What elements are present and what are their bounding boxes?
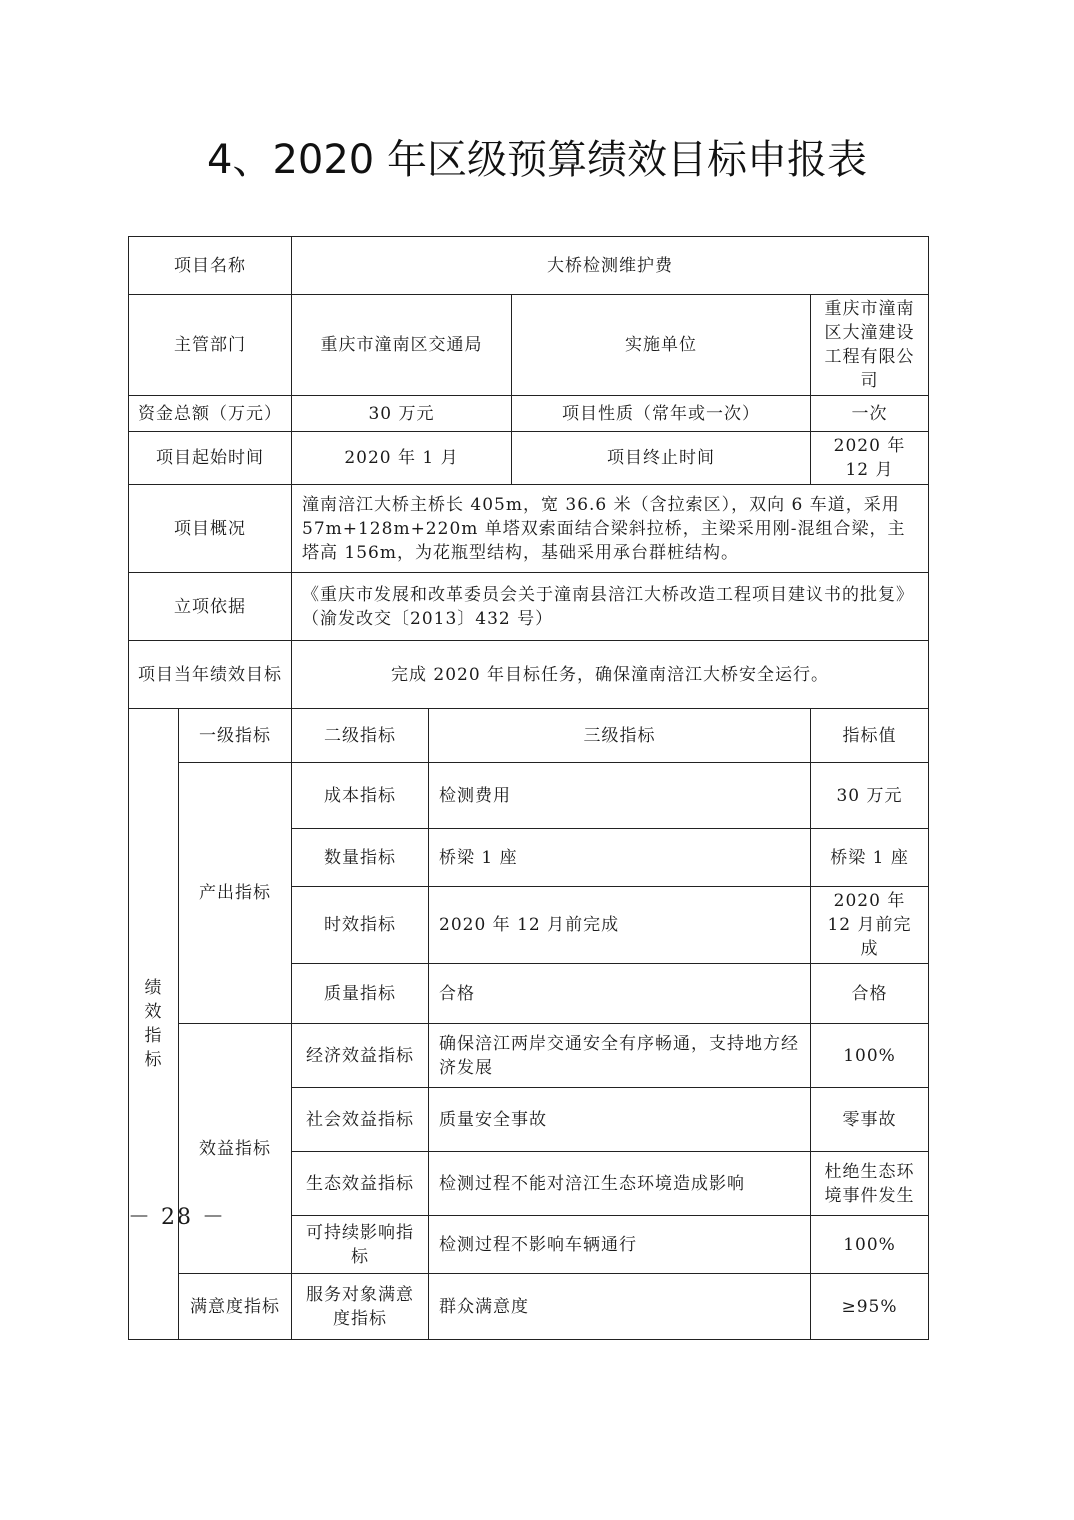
goal-value: 完成 2020 年目标任务，确保潼南涪江大桥安全运行。 — [292, 641, 929, 709]
indicator-level3: 桥梁 1 座 — [429, 829, 811, 887]
indicator-level2: 可持续影响指标 — [292, 1216, 429, 1274]
basis-value: 《重庆市发展和改革委员会关于潼南县涪江大桥改造工程项目建议书的批复》（渝发改交〔2013〕432 号） — [292, 573, 929, 641]
indicator-level2: 服务对象满意度指标 — [292, 1274, 429, 1340]
output-indicator-label: 产出指标 — [179, 763, 292, 1024]
header-level1: 一级指标 — [179, 709, 292, 763]
overview-value: 潼南涪江大桥主桥长 405m，宽 36.6 米（含拉索区），双向 6 车道，采用 57m+128m+220m 单塔双索面结合梁斜拉桥，主梁采用刚-混组合梁，主塔高 156m，为花瓶型结构，基础采用承台群桩结构。 — [292, 485, 929, 573]
indicator-value: 合格 — [811, 964, 929, 1024]
indicator-level2: 经济效益指标 — [292, 1024, 429, 1088]
indicator-level3: 检测过程不影响车辆通行 — [429, 1216, 811, 1274]
indicator-value: 桥梁 1 座 — [811, 829, 929, 887]
dept-value: 重庆市潼南区交通局 — [292, 295, 512, 396]
basis-label: 立项依据 — [129, 573, 292, 641]
indicator-level3: 合格 — [429, 964, 811, 1024]
project-name-label: 项目名称 — [129, 237, 292, 295]
performance-section-text: 绩效指标 — [144, 978, 163, 1070]
indicator-value: 2020 年 12 月前完成 — [811, 887, 929, 964]
impl-label: 实施单位 — [512, 295, 811, 396]
indicator-value: 100% — [811, 1216, 929, 1274]
indicator-value: 零事故 — [811, 1088, 929, 1152]
end-value: 2020 年 12 月 — [811, 432, 929, 485]
indicator-level3: 检测费用 — [429, 763, 811, 829]
budget-performance-table — [128, 236, 929, 1340]
impl-value: 重庆市潼南区大潼建设工程有限公司 — [811, 295, 929, 396]
indicator-level3: 群众满意度 — [429, 1274, 811, 1340]
indicator-level2: 时效指标 — [292, 887, 429, 964]
performance-section-label — [129, 709, 179, 1340]
indicator-value: 30 万元 — [811, 763, 929, 829]
indicator-level2: 社会效益指标 — [292, 1088, 429, 1152]
header-level2: 二级指标 — [292, 709, 429, 763]
start-value: 2020 年 1 月 — [292, 432, 512, 485]
indicator-level2: 成本指标 — [292, 763, 429, 829]
project-name-value: 大桥检测维护费 — [292, 237, 929, 295]
indicator-level3: 检测过程不能对涪江生态环境造成影响 — [429, 1152, 811, 1216]
start-label: 项目起始时间 — [129, 432, 292, 485]
end-label: 项目终止时间 — [512, 432, 811, 485]
overview-label: 项目概况 — [129, 485, 292, 573]
indicator-level2: 数量指标 — [292, 829, 429, 887]
indicator-level3: 确保涪江两岸交通安全有序畅通，支持地方经济发展 — [429, 1024, 811, 1088]
indicator-value: 杜绝生态环境事件发生 — [811, 1152, 929, 1216]
nature-value: 一次 — [811, 396, 929, 432]
funds-label: 资金总额（万元） — [129, 396, 292, 432]
nature-label: 项目性质（常年或一次） — [512, 396, 811, 432]
benefit-indicator-label: 效益指标 — [179, 1024, 292, 1274]
indicator-level3: 2020 年 12 月前完成 — [429, 887, 811, 964]
indicator-level2: 质量指标 — [292, 964, 429, 1024]
goal-label: 项目当年绩效目标 — [129, 641, 292, 709]
indicator-level2: 生态效益指标 — [292, 1152, 429, 1216]
indicator-value: 100% — [811, 1024, 929, 1088]
page-number: － 28 － — [128, 1205, 226, 1230]
indicator-value: ≥95% — [811, 1274, 929, 1340]
page-title: 4、2020 年区级预算绩效目标申报表 — [207, 137, 867, 183]
header-value: 指标值 — [811, 709, 929, 763]
indicator-level3: 质量安全事故 — [429, 1088, 811, 1152]
satisfaction-indicator-label: 满意度指标 — [179, 1274, 292, 1340]
funds-value: 30 万元 — [292, 396, 512, 432]
header-level3: 三级指标 — [429, 709, 811, 763]
dept-label: 主管部门 — [129, 295, 292, 396]
